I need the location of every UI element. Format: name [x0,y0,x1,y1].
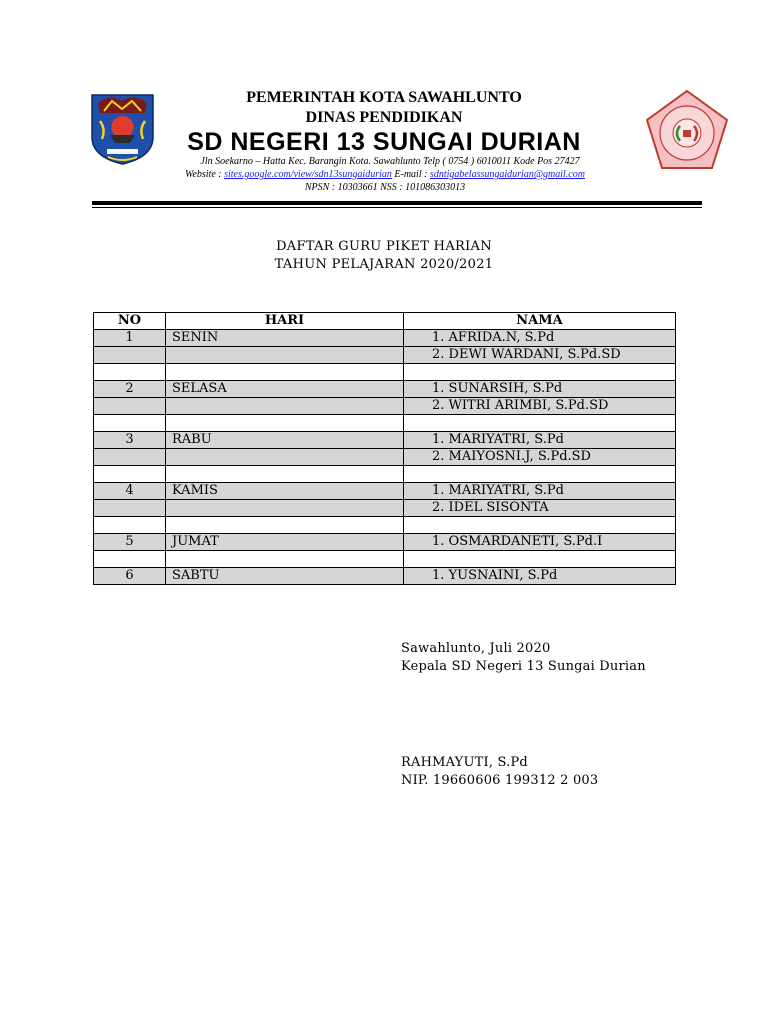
cell-nama: 1. MARIYATRI, S.Pd [404,432,676,449]
department-heading: DINAS PENDIDIKAN [305,109,463,126]
cell-nama [404,415,676,432]
cell-nama: 1. AFRIDA.N, S.Pd [404,330,676,347]
document-title: DAFTAR GURU PIKET HARIAN [276,239,492,254]
signature-place-date: Sawahlunto, Juli 2020 [401,641,551,656]
cell-no [94,449,166,466]
document-subtitle: TAHUN PELAJARAN 2020/2021 [274,257,494,272]
table-row [94,415,676,432]
cell-no: 1 [94,330,166,347]
cell-no [94,398,166,415]
cell-nama: 2. DEWI WARDANI, S.Pd.SD [404,347,676,364]
cell-hari: SABTU [166,568,404,585]
email-label: E-mail : [391,169,430,180]
cell-hari [166,500,404,517]
cell-hari [166,517,404,534]
table-row [94,449,676,466]
table-header-row [94,313,676,330]
cell-hari [166,398,404,415]
cell-nama: 2. MAIYOSNI.J, S.Pd.SD [404,449,676,466]
table-row [94,466,676,483]
column-header-no: NO [94,313,166,330]
email-link[interactable]: sdntigabelassungaidurian@gmail.com [429,169,585,180]
signature-position: Kepala SD Negeri 13 Sungai Durian [401,658,646,674]
cell-no: 2 [94,381,166,398]
cell-hari [166,449,404,466]
cell-no: 3 [94,432,166,449]
table-row [94,568,676,585]
header-rule-thin [92,207,702,208]
header-rule-thick [92,201,702,205]
cell-nama [404,551,676,568]
cell-no [94,500,166,517]
cell-nama [404,364,676,381]
column-header-nama: NAMA [404,313,676,330]
cell-no: 5 [94,534,166,551]
cell-no [94,466,166,483]
table-row [94,500,676,517]
table-row [94,517,676,534]
cell-hari: JUMAT [166,534,404,551]
cell-hari: SELASA [166,381,404,398]
table-row [94,381,676,398]
cell-hari [166,415,404,432]
cell-hari [166,466,404,483]
government-heading: PEMERINTAH KOTA SAWAHLUNTO [246,89,522,106]
cell-hari [166,347,404,364]
cell-hari [166,364,404,381]
cell-no [94,347,166,364]
table-row [94,398,676,415]
cell-hari [166,551,404,568]
table-row [94,551,676,568]
cell-nama: 2. WITRI ARIMBI, S.Pd.SD [404,398,676,415]
table-row [94,432,676,449]
table-row [94,364,676,381]
signature-name: RAHMAYUTI, S.Pd [401,755,528,770]
cell-no [94,415,166,432]
website-label: Website : [185,169,225,180]
cell-nama: 1. OSMARDANETI, S.Pd.I [404,534,676,551]
cell-nama: 1. MARIYATRI, S.Pd [404,483,676,500]
cell-nama: 1. SUNARSIH, S.Pd [404,381,676,398]
table-row [94,330,676,347]
cell-nama: 1. YUSNAINI, S.Pd [404,568,676,585]
npsn-nss-line: NPSN : 10303661 NSS : 101086303013 [304,182,466,193]
cell-hari: KAMIS [166,483,404,500]
cell-nama: 2. IDEL SISONTA [404,500,676,517]
cell-nama [404,517,676,534]
table-row [94,483,676,500]
column-header-hari: HARI [166,313,404,330]
cell-no [94,551,166,568]
school-address: Jln Soekarno – Hatta Kec. Barangin Kota. Sawahlunto Telp ( 0754 ) 6010011 Kode Pos 27427 [200,156,580,167]
cell-no: 4 [94,483,166,500]
table-row [94,534,676,551]
cell-no [94,364,166,381]
contact-line [140,168,630,181]
cell-nama [404,466,676,483]
duty-roster-table [93,312,676,585]
cell-no [94,517,166,534]
table-row [94,347,676,364]
table-body [94,330,676,585]
cell-hari: RABU [166,432,404,449]
school-name: SD NEGERI 13 SUNGAI DURIAN [187,128,581,156]
cell-hari: SENIN [166,330,404,347]
cell-no: 6 [94,568,166,585]
website-link[interactable]: sites.google.com/view/sdn13sungaidurian [224,169,392,180]
signature-nip: NIP. 19660606 199312 2 003 [401,772,599,788]
